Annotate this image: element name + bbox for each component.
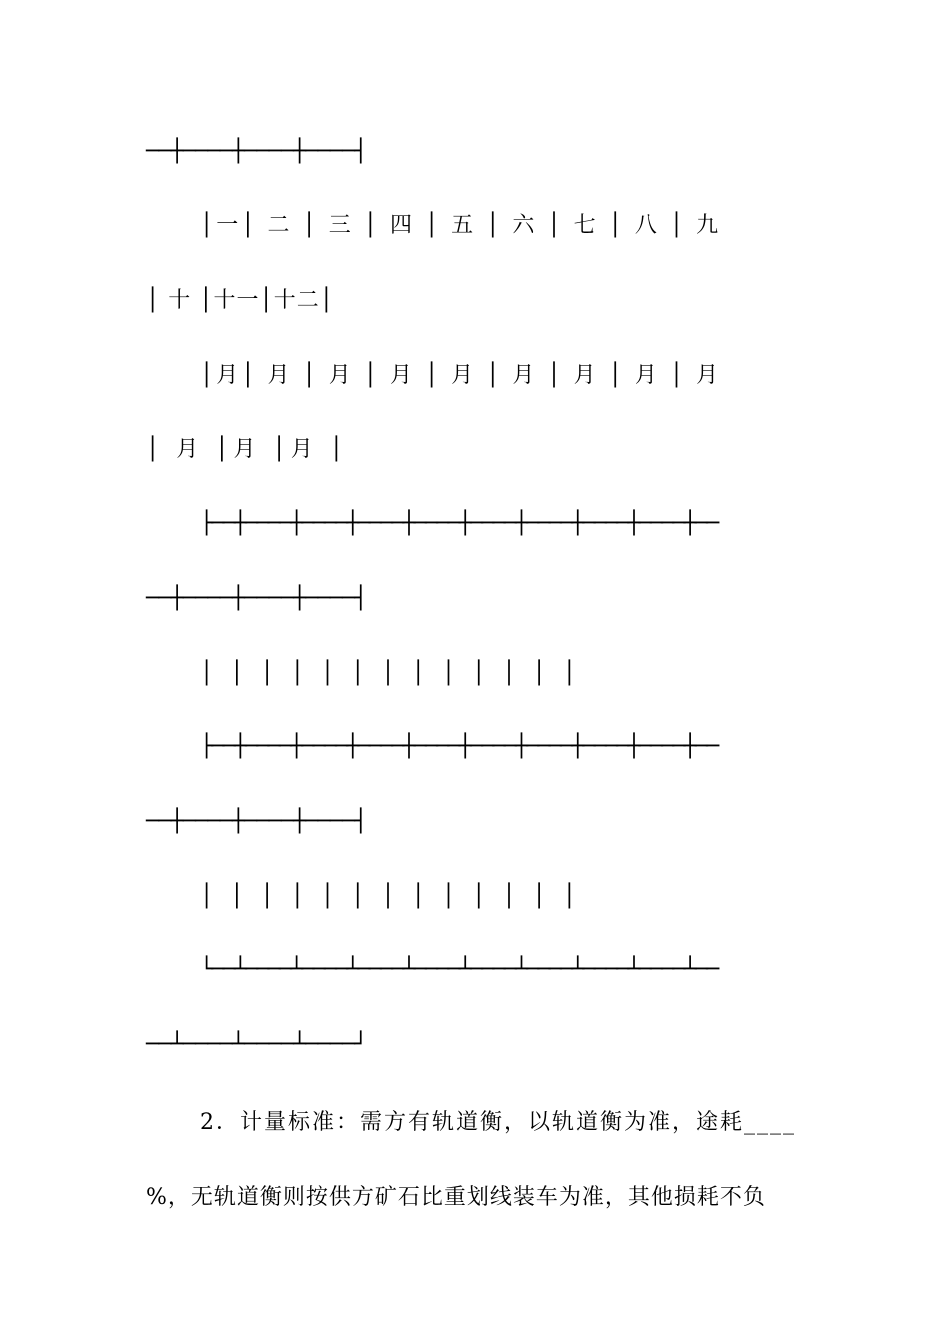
table-border-top-tail: ──┼────┼────┼────┤ bbox=[146, 139, 367, 164]
table-bottom-row-tail: ──┴────┴────┴────┘ bbox=[146, 1032, 367, 1057]
table-month-unit-row-2: │ 月 │月 │月 │ bbox=[146, 437, 348, 462]
paragraph-line-1: 2．计量标准：需方有轨道衡，以轨道衡为准，途耗____ bbox=[200, 1110, 796, 1135]
paragraph-line-2: %，无轨道衡则按供方矿石比重划线装车为准，其他损耗不负 bbox=[146, 1185, 766, 1210]
table-month-numbers-row-1: │一│ 二 │ 三 │ 四 │ 五 │ 六 │ 七 │ 八 │ 九 bbox=[200, 213, 722, 238]
table-blank-row-b: │ │ │ │ │ │ │ │ │ │ │ │ │ bbox=[200, 884, 578, 909]
table-bottom-row: └──┴────┴────┴────┴────┴────┴────┴────┴────┴── bbox=[200, 957, 718, 982]
table-separator-row-2: ├──┼────┼────┼────┼────┼────┼────┼────┼────┼── bbox=[200, 734, 718, 759]
table-month-unit-row-1: │月│ 月 │ 月 │ 月 │ 月 │ 月 │ 月 │ 月 │ 月 bbox=[200, 363, 722, 388]
table-separator-row-1-tail: ──┼────┼────┼────┤ bbox=[146, 586, 367, 611]
table-separator-row-2-tail: ──┼────┼────┼────┤ bbox=[146, 809, 367, 834]
table-blank-row-a: │ │ │ │ │ │ │ │ │ │ │ │ │ bbox=[200, 661, 578, 686]
table-separator-row-1: ├──┼────┼────┼────┼────┼────┼────┼────┼────┼── bbox=[200, 511, 718, 536]
table-month-numbers-row-2: │ 十 │十一│十二│ bbox=[146, 288, 334, 313]
